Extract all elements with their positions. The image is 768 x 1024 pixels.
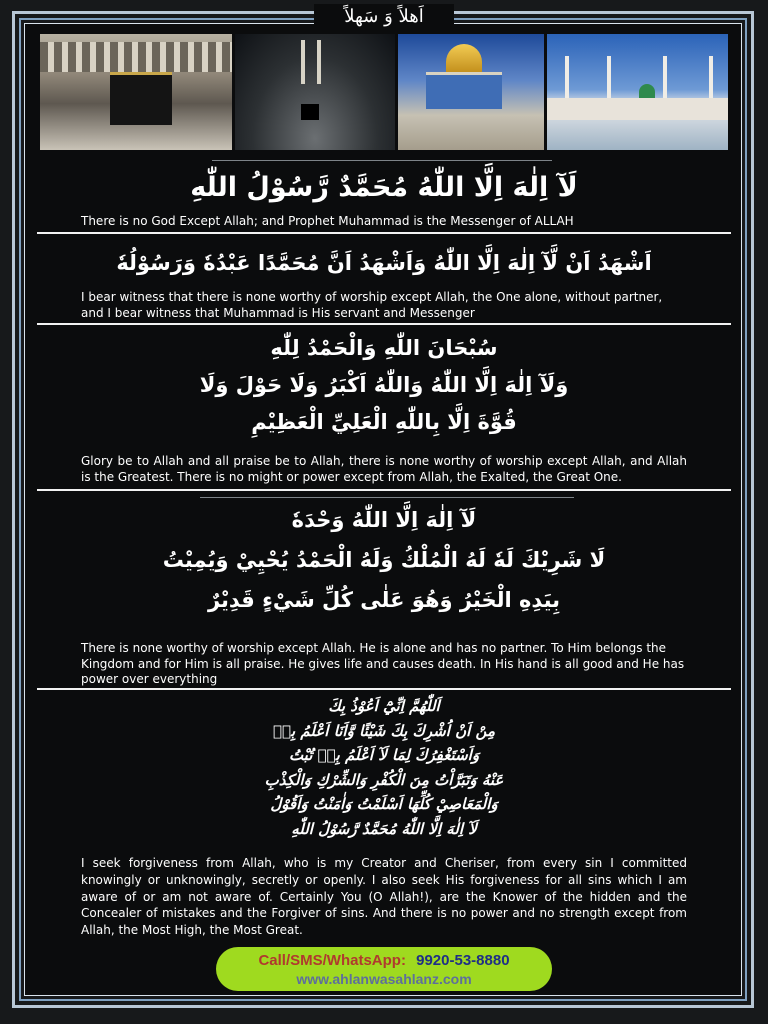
arabic-line: لَآ اِلٰهَ اِلَّا اللّٰهُ وَحْدَهٗ [291, 508, 477, 532]
arabic-line: وَلَآ اِلٰهَ اِلَّا اللّٰهُ وَاللّٰهُ اَكْبَرُ وَلَا حَوْلَ وَلَا [199, 373, 569, 397]
arabic-line: عَنْهُ وَتَبَرَّاْتُ مِنَ الْكُفْرِ وَالشِّرْكِ وَالْكِذْبِ [264, 770, 504, 789]
website-link[interactable]: www.ahlanwasahlanz.com [296, 971, 472, 987]
arabic-line: وَاَسْتَغْفِرُكَ لِمَا لَآ اَعْلَمُ بِهٖ تُبْتُ [288, 746, 480, 764]
kalima-shahadat-translation: I bear witness that there is none worthy of worship except Allah, the One alone, without partner, and I bear witness that Muhammad is His servant and Messenger [81, 290, 663, 320]
kalima-tayyibah-translation: There is no God Except Allah; and Prophet Muhammad is the Messenger of ALLAH [81, 214, 574, 228]
welcome-calligraphy: اَهلاً وَ سَهلاً [314, 4, 454, 30]
arabic-line: اَللّٰهُمَّ اِنِّيْٓ اَعُوْذُ بِكَ [328, 697, 440, 715]
kalima-radd-e-kufr-translation: I seek forgiveness from Allah, who is my Creator and Cheriser, from every sin I committed knowingly or unknowingly, secretly or openly. I also seek His forgiveness for all sins which I am aware of or am not aware of. Certainly You (O Allah!), are the Knower of the hidden and the Concealer of mistakes and the Forgiver of sins. And there is no power and no strength except from Allah, the Most High, the Most Great. [81, 856, 687, 938]
kalima-tamjeed-arabic [160, 330, 608, 441]
kalima-tayyibah-arabic: لَآ اِلٰهَ اِلَّا اللّٰهُ مُحَمَّدٌ رَّسُوْلُ اللّٰهِ [190, 172, 578, 203]
section-divider [37, 232, 731, 234]
arabic-line: وَالْمَعَاصِيْ كُلِّهَا اَسْلَمْتُ وَاٰمَنْتُ وَاَقُوْلُ [270, 795, 498, 813]
contact-banner[interactable] [216, 947, 552, 991]
arabic-line: لَآ اِلٰهَ اِلَّا اللّٰهُ مُحَمَّدٌ رَّسُوْلُ اللّٰهِ [291, 819, 477, 838]
section-rule [200, 497, 574, 498]
masjid-an-nabawi-photo [547, 34, 728, 150]
kalima-tamjeed-translation: Glory be to Allah and all praise be to Allah, there is none worthy of worship except Allah, and Allah is the Greatest. There is no might or power except from Allah, the Exalted, the Great One. [81, 454, 687, 484]
dome-of-the-rock-photo [398, 34, 544, 150]
arabic-line: قُوَّةَ اِلَّا بِاللّٰهِ الْعَلِيِّ الْعَظِيْمِ [251, 410, 517, 434]
kalima-tauheed-translation: There is none worthy of worship except Allah. He is alone and has no partner. To Him belongs the Kingdom and for Him is all praise. He gives life and causes death. In His hand is all good and He has power over everything [81, 641, 685, 686]
section-rule [212, 160, 552, 161]
arabic-line: لَا شَرِيْكَ لَهٗ لَهُ الْمُلْكُ وَلَهُ الْحَمْدُ يُحْيِيْ وَيُمِيْتُ [162, 548, 606, 572]
masjid-al-haram-night-photo [235, 34, 395, 150]
kalima-tauheed-arabic [160, 500, 608, 620]
kaaba-crowd-photo [40, 34, 232, 150]
section-divider [37, 489, 731, 491]
section-divider [37, 688, 731, 690]
contact-phone-line[interactable] [216, 952, 552, 970]
photo-strip [40, 34, 728, 150]
arabic-line: مِنْ اَنْ اُشْرِكَ بِكَ شَيْئًا وَّاَنَا اَعْلَمُ بِهٖ [273, 721, 495, 740]
kalima-shahadat-arabic: اَشْهَدُ اَنْ لَّآ اِلٰهَ اِلَّا اللّٰهُ وَاَشْهَدُ اَنَّ مُحَمَّدًا عَبْدُهٗ وَرَسُوْلُهٗ [116, 251, 652, 275]
arabic-line: بِيَدِهِ الْخَيْرُ وَهُوَ عَلٰى كُلِّ شَيْءٍ قَدِيْرٌ [207, 588, 561, 612]
section-divider [37, 323, 731, 325]
contact-label: Call/SMS/WhatsApp: [258, 952, 406, 969]
arabic-line: سُبْحَانَ اللّٰهِ وَالْحَمْدُ لِلّٰهِ [270, 336, 498, 360]
kalima-radd-e-kufr-arabic [210, 694, 558, 841]
phone-number[interactable]: 9920-53-8880 [416, 952, 510, 969]
